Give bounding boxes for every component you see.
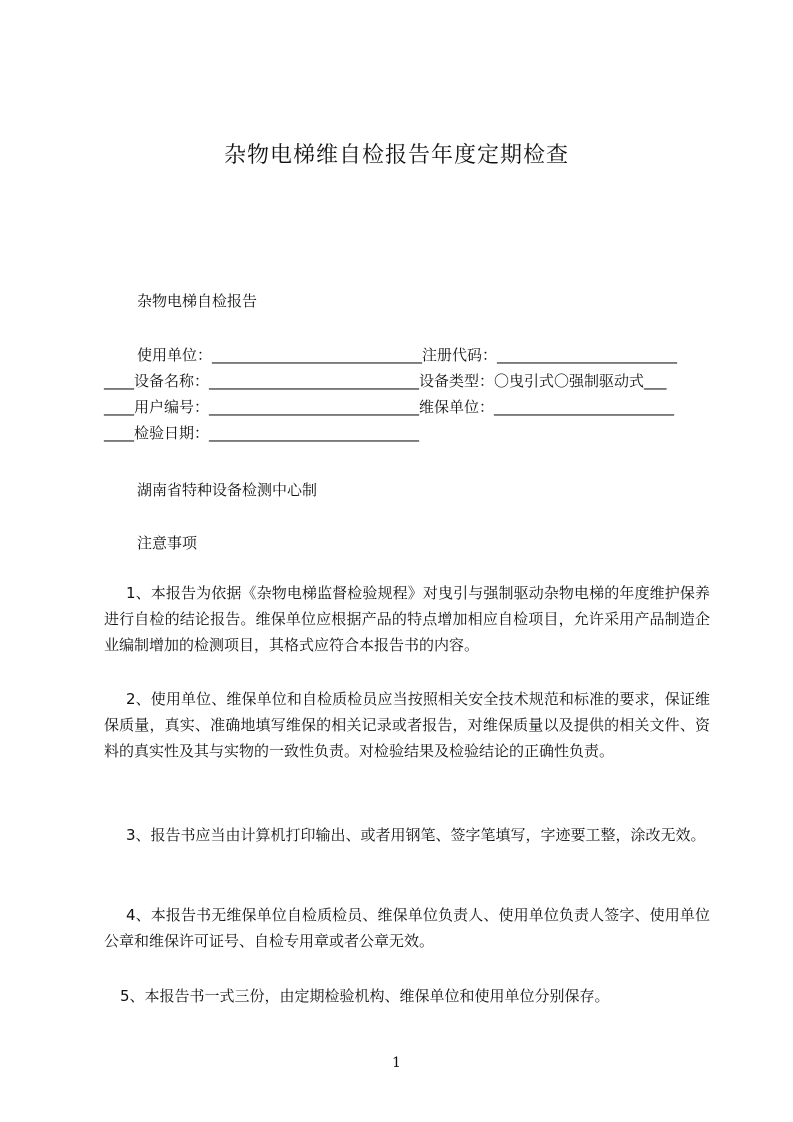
notice-item-4 (104, 902, 710, 954)
notice-item-1-text: 1、本报告为依据《杂物电梯监督检验规程》对曳引与强制驱动杂物电梯的年度维护保养进行自检的结论报告。维保单位应根据产品的特点增加相应自检项目，允许采用产品制造企业编制增加的检测项目，其格式应符合本报告书的内容。 (104, 584, 710, 654)
form-line-user-number: ____用户编号：____________________________维保单位：________________________ (104, 398, 675, 416)
notice-item-2 (104, 686, 710, 764)
notice-item-3-text: 3、报告书应当由计算机打印输出、或者用钢笔、签字笔填写，字迹要工整，涂改无效。 (126, 826, 706, 844)
document-title: 杂物电梯维自检报告年度定期检查 (223, 143, 569, 168)
page-number: 1 (392, 1055, 401, 1071)
notice-heading: 注意事项 (137, 534, 198, 552)
issuer-text: 湖南省特种设备检测中心制 (137, 481, 318, 499)
report-subtitle: 杂物电梯自检报告 (137, 292, 258, 310)
form-line-inspection-date: ____检验日期：____________________________ (104, 424, 420, 442)
form-line-use-unit: 使用单位：____________________________注册代码：________________________ (137, 346, 678, 364)
notice-item-2-text: 2、使用单位、维保单位和自检质检员应当按照相关安全技术规范和标准的要求，保证维保质量，真实、准确地填写维保的相关记录或者报告，对维保质量以及提供的相关文件、资料的真实性及其与实物的一致性负责。对检验结果及检验结论的正确性负责。 (104, 690, 710, 760)
notice-item-3 (104, 822, 710, 848)
notice-item-1 (104, 580, 710, 658)
notice-item-5-text: 5、本报告书一式三份，由定期检验机构、维保单位和使用单位分别保存。 (120, 987, 610, 1005)
notice-item-4-text: 4、本报告书无维保单位自检质检员、维保单位负责人、使用单位负责人签字、使用单位公章和维保许可证号、自检专用章或者公章无效。 (104, 906, 710, 950)
form-line-device-name: ____设备名称：____________________________设备类型：〇曳引式〇强制驱动式___ (104, 372, 667, 390)
notice-item-5 (120, 983, 726, 1009)
